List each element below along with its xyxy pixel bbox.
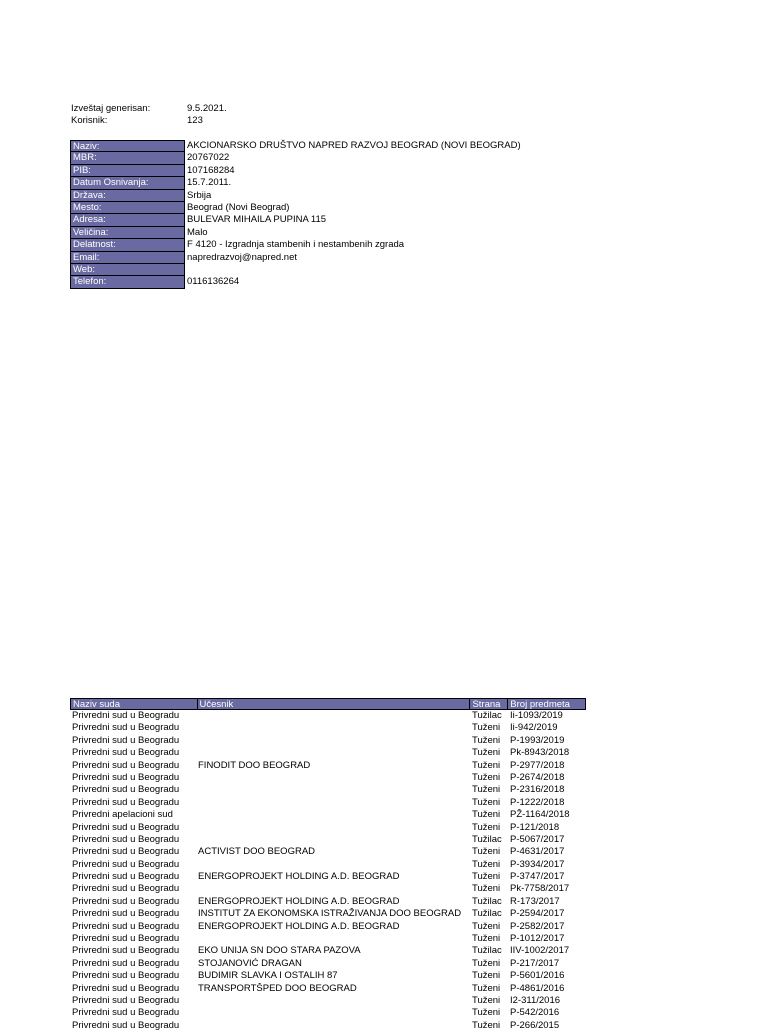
case-court: Privredni apelacioni sud <box>72 809 173 821</box>
case-court: Privredni sud u Beogradu <box>72 1007 180 1019</box>
case-party: ENERGOPROJEKT HOLDING A.D. BEOGRAD <box>198 920 400 932</box>
case-court: Privredni sud u Beogradu <box>72 895 180 907</box>
info-row <box>70 202 521 214</box>
case-party: ACTIVIST DOO BEOGRAD <box>198 846 316 858</box>
table-row <box>70 859 586 871</box>
info-value: 0116136264 <box>187 276 240 288</box>
case-side: Tuženi <box>472 747 501 759</box>
info-row <box>70 264 521 276</box>
info-value <box>185 264 187 276</box>
case-court: Privredni sud u Beogradu <box>72 1019 180 1031</box>
case-side: Tuženi <box>472 970 501 982</box>
info-row <box>70 152 521 164</box>
info-row <box>70 140 521 152</box>
table-row <box>70 908 586 920</box>
table-row <box>70 933 586 945</box>
case-court: Privredni sud u Beogradu <box>72 771 180 783</box>
generated-value: 9.5.2021. <box>187 103 227 114</box>
case-side: Tuženi <box>472 1019 501 1031</box>
table-row <box>70 760 586 772</box>
meta-row-generated <box>71 103 227 115</box>
table-row <box>70 871 586 883</box>
case-court: Privredni sud u Beogradu <box>72 833 180 845</box>
info-value: Srbija <box>187 189 212 201</box>
case-party <box>196 772 470 784</box>
case-number: R-173/2017 <box>510 895 560 907</box>
user-value: 123 <box>187 115 203 126</box>
case-side: Tužilac <box>472 945 502 957</box>
case-party <box>196 784 470 796</box>
case-number: P-1993/2019 <box>510 734 565 746</box>
case-party: EKO UNIJA SN DOO STARA PAZOVA <box>198 945 361 957</box>
case-court: Privredni sud u Beogradu <box>72 747 180 759</box>
case-number: P-1222/2018 <box>510 796 565 808</box>
info-row <box>70 177 521 189</box>
case-side: Tuženi <box>472 759 501 771</box>
court-cases-table <box>70 698 586 1032</box>
case-court: Privredni sud u Beogradu <box>72 908 180 920</box>
case-party: INSTITUT ZA EKONOMSKA ISTRAŽIVANJA DOO BEOGRAD <box>198 908 462 920</box>
case-party <box>196 735 470 747</box>
table-row <box>70 995 586 1007</box>
info-label: PIB: <box>70 165 185 177</box>
case-number: P-5601/2016 <box>510 970 565 982</box>
case-number: P-217/2017 <box>510 957 560 969</box>
table-row <box>70 797 586 809</box>
generated-label: Izveštaj generisan: <box>71 103 151 114</box>
case-side: Tuženi <box>472 784 501 796</box>
company-info-table <box>70 140 521 289</box>
info-label: Naziv: <box>70 140 185 152</box>
case-number: IIV-1002/2017 <box>510 945 570 957</box>
info-value: F 4120 - Izgradnja stambenih i nestambenih zgrada <box>187 239 405 251</box>
case-side: Tuženi <box>472 920 501 932</box>
case-number: P-1012/2017 <box>510 933 565 945</box>
table-row <box>70 735 586 747</box>
case-number: P-4631/2017 <box>510 846 565 858</box>
case-side: Tuženi <box>472 994 501 1006</box>
case-number: I2-311/2016 <box>510 994 561 1006</box>
header-side: Strana <box>469 699 507 709</box>
info-label: Mesto: <box>70 202 185 214</box>
case-court: Privredni sud u Beogradu <box>72 722 180 734</box>
info-value: Beograd (Novi Beograd) <box>187 201 290 213</box>
case-number: P-2316/2018 <box>510 784 565 796</box>
info-label: Telefon: <box>70 276 185 288</box>
case-court: Privredni sud u Beogradu <box>72 846 180 858</box>
user-label: Korisnik: <box>71 115 108 126</box>
case-party <box>196 747 470 759</box>
table-row <box>70 958 586 970</box>
case-court: Privredni sud u Beogradu <box>72 920 180 932</box>
info-row <box>70 252 521 264</box>
case-party: ENERGOPROJEKT HOLDING A.D. BEOGRAD <box>198 895 400 907</box>
info-row <box>70 214 521 226</box>
cases-body <box>70 710 586 1032</box>
case-side: Tuženi <box>472 796 501 808</box>
case-court: Privredni sud u Beogradu <box>72 970 180 982</box>
case-party <box>196 822 470 834</box>
table-row <box>70 883 586 895</box>
case-side: Tuženi <box>472 883 501 895</box>
case-number: P-3934/2017 <box>510 858 565 870</box>
case-side: Tuženi <box>472 734 501 746</box>
table-row <box>70 921 586 933</box>
info-value: 107168284 <box>187 164 235 176</box>
case-court: Privredni sud u Beogradu <box>72 883 180 895</box>
case-court: Privredni sud u Beogradu <box>72 994 180 1006</box>
case-number: Pk-8943/2018 <box>510 747 570 759</box>
case-party <box>196 933 470 945</box>
case-court: Privredni sud u Beogradu <box>72 821 180 833</box>
header-court: Naziv suda <box>73 699 120 709</box>
case-party <box>196 710 470 722</box>
table-row <box>70 784 586 796</box>
case-party: TRANSPORTŠPED DOO BEOGRAD <box>198 982 357 994</box>
info-label: Veličina: <box>70 227 185 239</box>
table-row <box>70 896 586 908</box>
case-party <box>196 1020 470 1032</box>
case-party: STOJANOVIĆ DRAGAN <box>198 957 302 969</box>
case-side: Tuženi <box>472 957 501 969</box>
table-row <box>70 970 586 982</box>
info-value: Malo <box>187 226 208 238</box>
info-row <box>70 165 521 177</box>
info-label: Država: <box>70 190 185 202</box>
case-court: Privredni sud u Beogradu <box>72 784 180 796</box>
info-value: napredrazvoj@napred.net <box>187 251 297 263</box>
case-side: Tuženi <box>472 722 501 734</box>
info-value: BULEVAR MIHAILA PUPINA 115 <box>187 214 327 226</box>
table-row <box>70 722 586 734</box>
case-number: P-266/2015 <box>510 1019 560 1031</box>
case-court: Privredni sud u Beogradu <box>72 710 180 721</box>
case-side: Tužilac <box>472 710 502 721</box>
case-side: Tuženi <box>472 871 501 883</box>
case-court: Privredni sud u Beogradu <box>72 945 180 957</box>
table-row <box>70 983 586 995</box>
case-side: Tuženi <box>472 821 501 833</box>
case-number: P-121/2018 <box>510 821 560 833</box>
case-party: ENERGOPROJEKT HOLDING A.D. BEOGRAD <box>198 871 400 883</box>
info-label: Email: <box>70 252 185 264</box>
case-party <box>196 797 470 809</box>
case-number: P-5067/2017 <box>510 833 565 845</box>
case-court: Privredni sud u Beogradu <box>72 957 180 969</box>
case-side: Tuženi <box>472 846 501 858</box>
case-side: Tuženi <box>472 933 501 945</box>
table-row <box>70 834 586 846</box>
header-case-number: Broj predmeta <box>507 699 585 709</box>
table-row <box>70 846 586 858</box>
case-side: Tuženi <box>472 771 501 783</box>
info-row <box>70 190 521 202</box>
case-side: Tužilac <box>472 908 502 920</box>
case-party <box>196 1007 470 1019</box>
info-row <box>70 227 521 239</box>
case-number: P-542/2016 <box>510 1007 560 1019</box>
table-row <box>70 1007 586 1019</box>
case-number: Ii-942/2019 <box>510 722 558 734</box>
case-court: Privredni sud u Beogradu <box>72 982 180 994</box>
case-number: P-2582/2017 <box>510 920 565 932</box>
table-row <box>70 772 586 784</box>
case-number: P-2977/2018 <box>510 759 565 771</box>
info-row <box>70 276 521 288</box>
case-number: Pk-7758/2017 <box>510 883 570 895</box>
case-side: Tuženi <box>472 1007 501 1019</box>
meta-row-user <box>71 115 227 127</box>
info-label: Delatnost: <box>70 239 185 251</box>
case-party: FINODIT DOO BEOGRAD <box>198 759 311 771</box>
case-court: Privredni sud u Beogradu <box>72 858 180 870</box>
case-party <box>196 809 470 821</box>
case-side: Tuženi <box>472 858 501 870</box>
case-party <box>196 834 470 846</box>
table-row <box>70 1020 586 1032</box>
info-value: AKCIONARSKO DRUŠTVO NAPRED RAZVOJ BEOGRAD (NOVI BEOGRAD) <box>187 140 521 151</box>
report-meta <box>71 103 227 127</box>
case-court: Privredni sud u Beogradu <box>72 734 180 746</box>
case-number: Ii-1093/2019 <box>510 710 563 721</box>
case-side: Tuženi <box>472 809 501 821</box>
info-value: 20767022 <box>187 152 230 164</box>
info-label: Datum Osnivanja: <box>70 177 185 189</box>
table-row <box>70 945 586 957</box>
table-row <box>70 747 586 759</box>
case-party <box>196 859 470 871</box>
case-party <box>196 722 470 734</box>
case-party <box>196 883 470 895</box>
cases-header-row <box>70 698 586 710</box>
info-row <box>70 239 521 251</box>
case-court: Privredni sud u Beogradu <box>72 796 180 808</box>
table-row <box>70 710 586 722</box>
case-party: BUDIMIR SLAVKA I OSTALIH 87 <box>198 970 338 982</box>
info-label: MBR: <box>70 152 185 164</box>
case-court: Privredni sud u Beogradu <box>72 871 180 883</box>
header-party: Učesnik <box>197 699 470 709</box>
case-number: P-4861/2016 <box>510 982 565 994</box>
case-number: P-2674/2018 <box>510 771 565 783</box>
case-court: Privredni sud u Beogradu <box>72 759 180 771</box>
info-value: 15.7.2011. <box>187 177 232 189</box>
case-side: Tuženi <box>472 982 501 994</box>
case-court: Privredni sud u Beogradu <box>72 933 180 945</box>
case-side: Tužilac <box>472 833 502 845</box>
case-number: PŽ-1164/2018 <box>510 809 570 821</box>
case-number: P-2594/2017 <box>510 908 565 920</box>
table-row <box>70 822 586 834</box>
case-number: P-3747/2017 <box>510 871 565 883</box>
case-party <box>196 995 470 1007</box>
case-side: Tužilac <box>472 895 502 907</box>
info-label: Adresa: <box>70 214 185 226</box>
info-label: Web: <box>70 264 185 276</box>
table-row <box>70 809 586 821</box>
